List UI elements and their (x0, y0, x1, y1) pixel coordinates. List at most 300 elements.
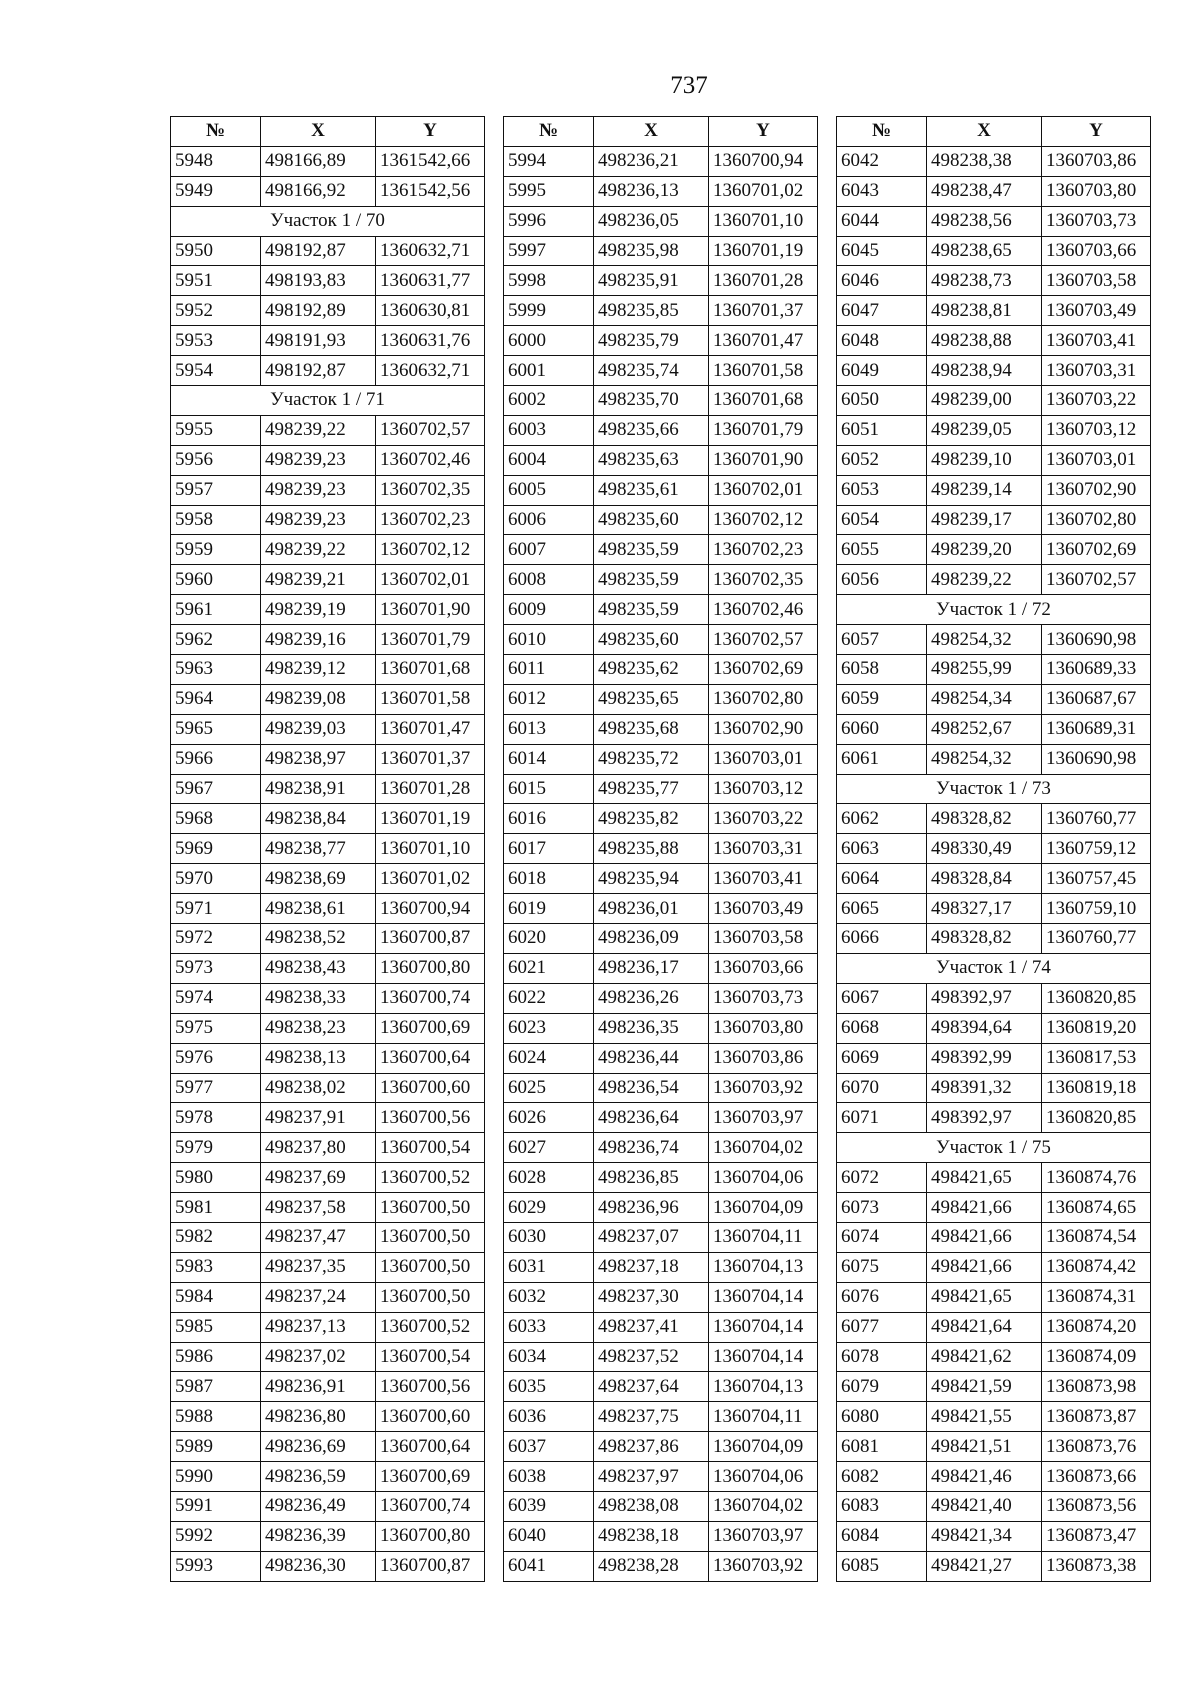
table-row (837, 146, 1151, 176)
x-coordinate: 498235,98 (594, 236, 709, 266)
x-coordinate: 498394,64 (927, 1013, 1042, 1043)
point-number: 5996 (504, 206, 594, 236)
point-number: 6072 (837, 1163, 927, 1193)
point-number: 5990 (171, 1462, 261, 1492)
point-number: 5993 (171, 1551, 261, 1581)
point-number: 6000 (504, 326, 594, 356)
table-row (837, 1013, 1151, 1043)
coordinates-table-3 (836, 116, 1151, 1582)
table-row (171, 1222, 485, 1252)
page-number: 737 (670, 72, 708, 99)
table-row (171, 804, 485, 834)
y-coordinate: 1360704,09 (709, 1432, 818, 1462)
y-coordinate: 1360703,31 (709, 834, 818, 864)
x-coordinate: 498235,91 (594, 266, 709, 296)
point-number: 5956 (171, 445, 261, 475)
table-row (171, 834, 485, 864)
table-row (504, 176, 818, 206)
point-number: 6041 (504, 1551, 594, 1581)
y-coordinate: 1360874,76 (1042, 1163, 1151, 1193)
x-coordinate: 498237,30 (594, 1282, 709, 1312)
x-coordinate: 498238,43 (261, 953, 376, 983)
y-coordinate: 1360700,74 (376, 1491, 485, 1521)
y-coordinate: 1360703,73 (1042, 206, 1151, 236)
x-coordinate: 498235,85 (594, 296, 709, 326)
point-number: 6066 (837, 924, 927, 954)
point-number: 5987 (171, 1372, 261, 1402)
table-row (837, 356, 1151, 386)
x-coordinate: 498235,60 (594, 505, 709, 535)
x-coordinate: 498235,66 (594, 415, 709, 445)
point-number: 6027 (504, 1133, 594, 1163)
table-row (171, 535, 485, 565)
y-coordinate: 1360703,12 (1042, 415, 1151, 445)
table-row (504, 1551, 818, 1581)
table-row (504, 864, 818, 894)
x-coordinate: 498421,34 (927, 1521, 1042, 1551)
table-row (504, 1013, 818, 1043)
table-row (171, 1073, 485, 1103)
y-coordinate: 1360689,33 (1042, 655, 1151, 685)
table-row (504, 1043, 818, 1073)
point-number: 6076 (837, 1282, 927, 1312)
table-row (837, 445, 1151, 475)
y-coordinate: 1360701,28 (376, 774, 485, 804)
x-coordinate: 498235,79 (594, 326, 709, 356)
y-coordinate: 1360819,20 (1042, 1013, 1151, 1043)
y-coordinate: 1361542,66 (376, 146, 485, 176)
point-number: 5955 (171, 415, 261, 445)
y-coordinate: 1360819,18 (1042, 1073, 1151, 1103)
x-coordinate: 498238,23 (261, 1013, 376, 1043)
table-row (504, 1432, 818, 1462)
point-number: 5980 (171, 1163, 261, 1193)
point-number: 6051 (837, 415, 927, 445)
table-row (504, 1193, 818, 1223)
x-coordinate: 498237,69 (261, 1163, 376, 1193)
x-coordinate: 498237,02 (261, 1342, 376, 1372)
x-coordinate: 498235,88 (594, 834, 709, 864)
table-row (504, 774, 818, 804)
x-coordinate: 498235,59 (594, 595, 709, 625)
x-coordinate: 498235,74 (594, 356, 709, 386)
y-coordinate: 1360704,06 (709, 1462, 818, 1492)
table-row (837, 894, 1151, 924)
x-coordinate: 498239,14 (927, 475, 1042, 505)
x-coordinate: 498235,59 (594, 535, 709, 565)
x-coordinate: 498421,62 (927, 1342, 1042, 1372)
table-row (171, 475, 485, 505)
point-number: 6061 (837, 744, 927, 774)
y-coordinate: 1360757,45 (1042, 864, 1151, 894)
table-row (504, 146, 818, 176)
y-coordinate: 1360703,58 (709, 924, 818, 954)
table-row (837, 804, 1151, 834)
x-coordinate: 498328,82 (927, 804, 1042, 834)
table-row (837, 1163, 1151, 1193)
table-row (837, 744, 1151, 774)
point-number: 6079 (837, 1372, 927, 1402)
x-coordinate: 498237,91 (261, 1103, 376, 1133)
section-row (171, 206, 485, 236)
y-coordinate: 1360702,46 (709, 595, 818, 625)
y-coordinate: 1360703,01 (709, 744, 818, 774)
y-coordinate: 1360687,67 (1042, 684, 1151, 714)
x-coordinate: 498421,65 (927, 1282, 1042, 1312)
point-number: 6084 (837, 1521, 927, 1551)
table-row (171, 1133, 485, 1163)
point-number: 6078 (837, 1342, 927, 1372)
point-number: 5981 (171, 1193, 261, 1223)
point-number: 6068 (837, 1013, 927, 1043)
y-coordinate: 1360690,98 (1042, 744, 1151, 774)
x-coordinate: 498236,05 (594, 206, 709, 236)
y-coordinate: 1360701,37 (376, 744, 485, 774)
section-row (837, 1133, 1151, 1163)
y-coordinate: 1360700,52 (376, 1312, 485, 1342)
point-number: 6017 (504, 834, 594, 864)
point-number: 6036 (504, 1402, 594, 1432)
table-row (171, 894, 485, 924)
x-coordinate: 498238,56 (927, 206, 1042, 236)
point-number: 6024 (504, 1043, 594, 1073)
point-number: 5971 (171, 894, 261, 924)
y-coordinate: 1360873,66 (1042, 1462, 1151, 1492)
y-coordinate: 1360700,50 (376, 1193, 485, 1223)
point-number: 6028 (504, 1163, 594, 1193)
x-coordinate: 498235,60 (594, 625, 709, 655)
point-number: 6073 (837, 1193, 927, 1223)
y-coordinate: 1360873,87 (1042, 1402, 1151, 1432)
x-coordinate: 498193,83 (261, 266, 376, 296)
y-coordinate: 1360700,94 (709, 146, 818, 176)
y-coordinate: 1360874,31 (1042, 1282, 1151, 1312)
point-number: 6022 (504, 983, 594, 1013)
y-coordinate: 1360702,69 (1042, 535, 1151, 565)
x-coordinate: 498236,54 (594, 1073, 709, 1103)
point-number: 6081 (837, 1432, 927, 1462)
point-number: 5989 (171, 1432, 261, 1462)
x-coordinate: 498191,93 (261, 326, 376, 356)
x-coordinate: 498236,26 (594, 983, 709, 1013)
point-number: 5994 (504, 146, 594, 176)
table-row (171, 415, 485, 445)
x-coordinate: 498328,82 (927, 924, 1042, 954)
y-coordinate: 1360701,02 (376, 864, 485, 894)
x-coordinate: 498235,65 (594, 684, 709, 714)
x-coordinate: 498235,61 (594, 475, 709, 505)
x-coordinate: 498255,99 (927, 655, 1042, 685)
x-coordinate: 498421,40 (927, 1491, 1042, 1521)
point-number: 6012 (504, 684, 594, 714)
table-row (504, 1462, 818, 1492)
x-coordinate: 498238,65 (927, 236, 1042, 266)
y-coordinate: 1360702,80 (709, 684, 818, 714)
y-coordinate: 1360701,37 (709, 296, 818, 326)
y-coordinate: 1360703,97 (709, 1521, 818, 1551)
table-row (171, 565, 485, 595)
point-number: 5999 (504, 296, 594, 326)
table-row (171, 1163, 485, 1193)
point-number: 5968 (171, 804, 261, 834)
x-coordinate: 498238,28 (594, 1551, 709, 1581)
x-coordinate: 498239,08 (261, 684, 376, 714)
header-number: № (171, 117, 261, 147)
y-coordinate: 1360703,49 (709, 894, 818, 924)
y-coordinate: 1360704,11 (709, 1402, 818, 1432)
y-coordinate: 1360874,42 (1042, 1252, 1151, 1282)
y-coordinate: 1360703,92 (709, 1551, 818, 1581)
x-coordinate: 498421,27 (927, 1551, 1042, 1581)
point-number: 6015 (504, 774, 594, 804)
point-number: 6047 (837, 296, 927, 326)
x-coordinate: 498239,05 (927, 415, 1042, 445)
point-number: 6020 (504, 924, 594, 954)
x-coordinate: 498236,64 (594, 1103, 709, 1133)
point-number: 6054 (837, 505, 927, 535)
point-number: 6037 (504, 1432, 594, 1462)
table-row (171, 1043, 485, 1073)
point-number: 5976 (171, 1043, 261, 1073)
table-row (837, 983, 1151, 1013)
point-number: 6045 (837, 236, 927, 266)
y-coordinate: 1360703,31 (1042, 356, 1151, 386)
x-coordinate: 498238,52 (261, 924, 376, 954)
x-coordinate: 498239,21 (261, 565, 376, 595)
point-number: 6013 (504, 714, 594, 744)
table-row (171, 714, 485, 744)
point-number: 5963 (171, 655, 261, 685)
x-coordinate: 498238,77 (261, 834, 376, 864)
table-row (504, 565, 818, 595)
x-coordinate: 498392,97 (927, 1103, 1042, 1133)
point-number: 6065 (837, 894, 927, 924)
x-coordinate: 498192,87 (261, 356, 376, 386)
point-number: 6019 (504, 894, 594, 924)
table-row (171, 864, 485, 894)
point-number: 6070 (837, 1073, 927, 1103)
y-coordinate: 1360703,80 (709, 1013, 818, 1043)
point-number: 6039 (504, 1491, 594, 1521)
y-coordinate: 1360703,66 (1042, 236, 1151, 266)
point-number: 5962 (171, 625, 261, 655)
y-coordinate: 1360700,56 (376, 1103, 485, 1133)
y-coordinate: 1360700,50 (376, 1222, 485, 1252)
section-row (171, 386, 485, 416)
y-coordinate: 1360701,47 (376, 714, 485, 744)
point-number: 5960 (171, 565, 261, 595)
table-row (837, 714, 1151, 744)
point-number: 6033 (504, 1312, 594, 1342)
y-coordinate: 1360704,14 (709, 1282, 818, 1312)
table-row (837, 565, 1151, 595)
table-row (171, 1432, 485, 1462)
table-row (837, 1222, 1151, 1252)
coordinates-table-2 (503, 116, 818, 1582)
y-coordinate: 1360689,31 (1042, 714, 1151, 744)
header-y: Y (709, 117, 818, 147)
x-coordinate: 498421,65 (927, 1163, 1042, 1193)
section-label: Участок 1 / 71 (171, 386, 485, 416)
x-coordinate: 498239,17 (927, 505, 1042, 535)
point-number: 6067 (837, 983, 927, 1013)
y-coordinate: 1360701,10 (376, 834, 485, 864)
x-coordinate: 498238,69 (261, 864, 376, 894)
table-row (837, 505, 1151, 535)
y-coordinate: 1360700,64 (376, 1432, 485, 1462)
x-coordinate: 498236,09 (594, 924, 709, 954)
y-coordinate: 1360704,02 (709, 1133, 818, 1163)
table-row (504, 1252, 818, 1282)
y-coordinate: 1360703,86 (1042, 146, 1151, 176)
table-header-row (171, 117, 485, 147)
x-coordinate: 498236,91 (261, 1372, 376, 1402)
table-row (504, 206, 818, 236)
x-coordinate: 498239,19 (261, 595, 376, 625)
point-number: 6002 (504, 386, 594, 416)
point-number: 5950 (171, 236, 261, 266)
point-number: 6057 (837, 625, 927, 655)
table-row (504, 684, 818, 714)
y-coordinate: 1360700,60 (376, 1402, 485, 1432)
section-label: Участок 1 / 73 (837, 774, 1151, 804)
x-coordinate: 498236,13 (594, 176, 709, 206)
y-coordinate: 1360630,81 (376, 296, 485, 326)
y-coordinate: 1360700,69 (376, 1013, 485, 1043)
x-coordinate: 498239,03 (261, 714, 376, 744)
y-coordinate: 1360701,90 (376, 595, 485, 625)
point-number: 6082 (837, 1462, 927, 1492)
table-row (504, 953, 818, 983)
x-coordinate: 498238,73 (927, 266, 1042, 296)
table-row (171, 684, 485, 714)
table-row (837, 1462, 1151, 1492)
y-coordinate: 1360820,85 (1042, 1103, 1151, 1133)
x-coordinate: 498238,38 (927, 146, 1042, 176)
table-row (504, 714, 818, 744)
x-coordinate: 498238,08 (594, 1491, 709, 1521)
y-coordinate: 1360701,58 (709, 356, 818, 386)
table-row (504, 296, 818, 326)
table-header-row (837, 117, 1151, 147)
table-row (837, 535, 1151, 565)
y-coordinate: 1360703,49 (1042, 296, 1151, 326)
table-row (171, 774, 485, 804)
x-coordinate: 498238,61 (261, 894, 376, 924)
y-coordinate: 1360700,50 (376, 1252, 485, 1282)
point-number: 6074 (837, 1222, 927, 1252)
point-number: 5964 (171, 684, 261, 714)
point-number: 6069 (837, 1043, 927, 1073)
x-coordinate: 498254,32 (927, 744, 1042, 774)
x-coordinate: 498236,39 (261, 1521, 376, 1551)
x-coordinate: 498328,84 (927, 864, 1042, 894)
x-coordinate: 498235,72 (594, 744, 709, 774)
y-coordinate: 1360701,79 (376, 625, 485, 655)
section-row (837, 953, 1151, 983)
y-coordinate: 1360700,54 (376, 1342, 485, 1372)
table-row (837, 1043, 1151, 1073)
x-coordinate: 498166,92 (261, 176, 376, 206)
table-row (504, 834, 818, 864)
x-coordinate: 498238,94 (927, 356, 1042, 386)
y-coordinate: 1360704,13 (709, 1372, 818, 1402)
table-row (837, 1252, 1151, 1282)
point-number: 6001 (504, 356, 594, 386)
table-row (504, 744, 818, 774)
x-coordinate: 498238,13 (261, 1043, 376, 1073)
x-coordinate: 498238,18 (594, 1521, 709, 1551)
y-coordinate: 1360700,60 (376, 1073, 485, 1103)
table-row (837, 176, 1151, 206)
y-coordinate: 1360700,74 (376, 983, 485, 1013)
x-coordinate: 498239,22 (261, 535, 376, 565)
x-coordinate: 498237,24 (261, 1282, 376, 1312)
x-coordinate: 498235,63 (594, 445, 709, 475)
point-number: 6077 (837, 1312, 927, 1342)
table-row (837, 266, 1151, 296)
table-row (837, 1103, 1151, 1133)
x-coordinate: 498235,77 (594, 774, 709, 804)
point-number: 5975 (171, 1013, 261, 1043)
y-coordinate: 1360702,90 (709, 714, 818, 744)
point-number: 5959 (171, 535, 261, 565)
y-coordinate: 1360701,68 (709, 386, 818, 416)
y-coordinate: 1360703,58 (1042, 266, 1151, 296)
x-coordinate: 498236,21 (594, 146, 709, 176)
table-row (171, 326, 485, 356)
table-row (837, 1193, 1151, 1223)
x-coordinate: 498254,34 (927, 684, 1042, 714)
x-coordinate: 498237,47 (261, 1222, 376, 1252)
table-row (837, 1491, 1151, 1521)
x-coordinate: 498237,75 (594, 1402, 709, 1432)
x-coordinate: 498254,32 (927, 625, 1042, 655)
x-coordinate: 498238,91 (261, 774, 376, 804)
table-row (504, 625, 818, 655)
y-coordinate: 1360702,46 (376, 445, 485, 475)
y-coordinate: 1360873,38 (1042, 1551, 1151, 1581)
table-row (171, 625, 485, 655)
table-row (837, 415, 1151, 445)
table-row (171, 505, 485, 535)
x-coordinate: 498238,97 (261, 744, 376, 774)
point-number: 5961 (171, 595, 261, 625)
x-coordinate: 498421,66 (927, 1222, 1042, 1252)
table-row (837, 1551, 1151, 1581)
table-row (837, 326, 1151, 356)
table-header-row (504, 117, 818, 147)
point-number: 5977 (171, 1073, 261, 1103)
point-number: 6010 (504, 625, 594, 655)
point-number: 5984 (171, 1282, 261, 1312)
table-row (171, 953, 485, 983)
table-row (837, 206, 1151, 236)
x-coordinate: 498235,82 (594, 804, 709, 834)
point-number: 6064 (837, 864, 927, 894)
y-coordinate: 1360703,12 (709, 774, 818, 804)
table-row (837, 924, 1151, 954)
point-number: 5948 (171, 146, 261, 176)
point-number: 5988 (171, 1402, 261, 1432)
x-coordinate: 498252,67 (927, 714, 1042, 744)
table-row (171, 445, 485, 475)
y-coordinate: 1361542,56 (376, 176, 485, 206)
point-number: 5972 (171, 924, 261, 954)
y-coordinate: 1360702,35 (709, 565, 818, 595)
section-row (837, 774, 1151, 804)
section-label: Участок 1 / 75 (837, 1133, 1151, 1163)
